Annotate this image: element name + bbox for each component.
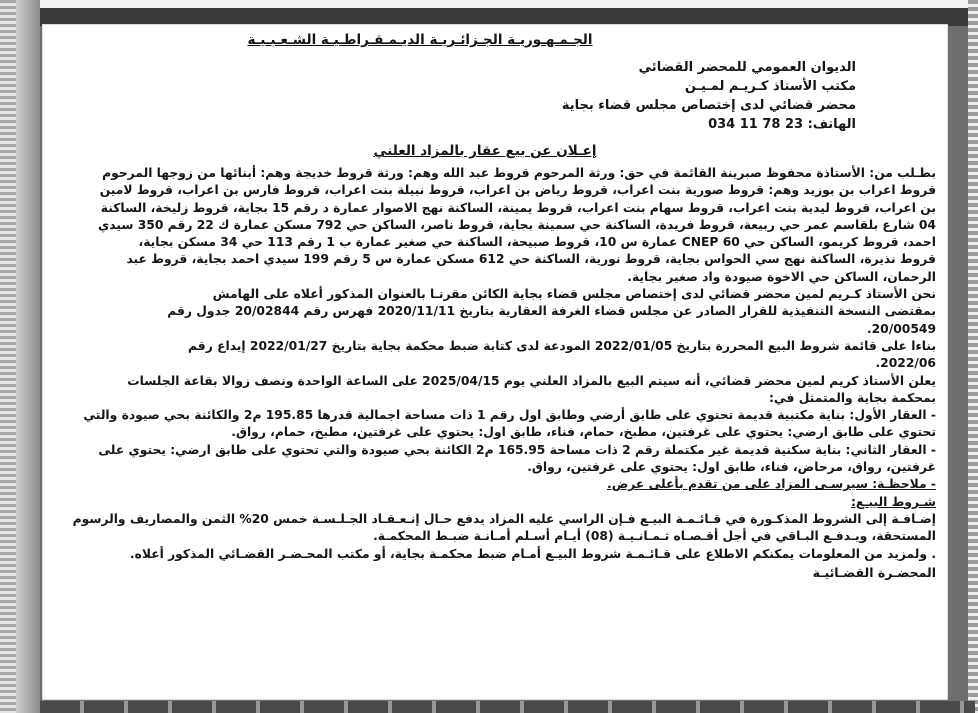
signature-line: المحضـرة القضـائيـة [812,564,936,580]
requesters-line: احمد، قروط كريمو، الساكن حي CNEP 60 عمارة س 10، قروط صبيحة، الساكنة حي صغير عمارة ب 1 رقم 113 حي 34 مسكن بجاية، [138,235,936,250]
terms-title-paragraph [64,494,936,511]
requesters-paragraph [64,165,936,286]
announcement-paragraph [64,373,936,408]
terms-title: شـروط البيـع: [850,494,936,509]
page-top-strip [0,0,978,8]
more-info-paragraph [64,546,936,563]
property-two-line: غرفتين، رواق، مرحاض، فناء، طابق اول: يحتوي على غرفتين، رواق. [527,460,936,475]
terms-paragraph [64,511,936,546]
phone-number: 034 11 78 23 [708,117,804,132]
decision-line: بمقتضى النسخة التنفيذية للقرار الصادر عن مجلس قضاء الغرفة العقارية بتاريخ 2020/11/11 فهرس رقم 20/02844 جدول رقم [167,304,936,319]
notice-document [64,32,936,582]
requesters-line: بطـلب من: الأستاذة محفوظ صبرينة القائمة في حق: ورثة المرحوم قروط عبد الله وهم: ورثة قروط خديجة وهم: أبنائها من زوجها المرحوم [102,166,936,180]
note-paragraph [64,476,936,493]
more-info-line: . ولمزيد من المعلومات يمكنكم الاطلاع على قـائـمـة شروط البيـع أمـام ضبط محكمـة بجاية، أو مكتب المحـضـر القضـائي المذكور أعلاه. [129,546,936,561]
decision-line: 20/00549. [866,321,936,336]
property-two-paragraph [64,442,936,477]
republic-heading: الجـمـهـوريـة الجـزائـريـة الديـمـقـراطـيـة الشـعـبـيـة [247,32,593,48]
conditions-list-paragraph [64,338,936,373]
requesters-line: قروط اعراب بن بوزيد وهم: قروط صورية بنت اعراب، قروط رياض بن اعراب، قروط نبيلة بنت اعراب، قروط فارس بن اعراب، قروط لامين [99,183,936,198]
requesters-line: قروط نذيرة، الساكنة نهج سي الحواس بجاية، قروط نورية، الساكنة حي 612 مسكن عمارة س 5 رقم 199 سيدي احمد بجاية، قروط عبد [126,252,936,267]
property-one-line: تحتوي على طابق ارضي: يحتوي على غرفتين، مطبخ، حمام، فناء، طابق اول: يحتوي على غرفتين، مطبخ، حمام، رواق. [231,425,936,440]
property-two-line: - العقار الثاني: بناية سكنية قديمة غير مكتملة رقم 2 ذات مساحة 165.95 م2 الكائنة بحي صيودة والتي تحتوي على طابق ارضي: يحتوي على [98,442,936,457]
phone-line [64,115,856,134]
requesters-line: بن اعراب، قروط ليدية بنت اعراب، قروط سهام بنت اعراب، قروط يمينة، الساكنة نهج الاصوار عمارة د رقم 15 بجاية، قروط زليخة، الساكنة [100,200,936,215]
scan-left-shadow [16,0,40,713]
jurisdiction-line: محضر قضائي لدى إختصاص مجلس قضاء بجاية [561,98,856,113]
property-one-line: - العقار الأول: بناية مكتبية قديمة تحتوي على طابق أرضي وطابق اول رقم 1 ذات مساحة اجمالية قدرها 195.85 م2 والكائنة بحي صيودة والتي [83,408,936,423]
announcement-line: بمحكمة بجاية والمتمثل في: [769,390,936,405]
property-one-paragraph [64,407,936,442]
scan-left-edge [0,0,16,713]
notice-title: إعـلان عن بيع عقار بالمزاد العلني [373,143,597,159]
requesters-line: الرحمان، الساكن حي الاخوة صيودة واد صغير بجاية. [627,269,936,284]
bailiff-intro-paragraph [64,286,936,303]
note-line: - ملاحظـة: سيرسـى المزاد على من تقدم بأعلى عرض. [607,477,936,492]
scan-right-edge [968,0,978,713]
office-name: الديوان العمومي للمحضر القضائي [638,60,856,75]
terms-line: المستحقة، ويـدفـع البـاقي في أجل أقـصـاه ثـمـانـيـة (08) أيـام أسـلم أمـانـة ضبـط المحكمـة. [373,529,936,544]
requesters-line: 04 شارع بلقاسم عمر حي ربيعة، قروط فريدة، الساكنة حي سمينة بجاية، قروط ناصر، الساكن حي 792 مسكن عمارة ك 22 رقم 350 سيدي [97,217,936,232]
conditions-list-line: 2022/06. [875,356,936,371]
announcement-line: يعلن الأستاذ كريم لمين محضر قضائي، أنه سيتم البيع بالمزاد العلني يوم 2025/04/15 على الساعة الواحدة ونصف زوالا بقاعة الجلسات [127,373,936,388]
conditions-list-line: بناءا على قائمة شروط البيع المحررة بتاريخ 2022/01/05 المودعة لدى كتابة ضبط محكمة بجاية بتاريخ 2022/01/27 إيداع رقم [188,338,936,353]
decision-paragraph [64,303,936,338]
scan-bottom-edge [40,701,975,713]
bureau-name: مكتب الأستاذ كـريـم لمـيـن [684,79,856,94]
bailiff-intro-line: نحن الأستاذ كـريم لمين محضر قضائي لدى إختصاص مجلس قضاء بجاية الكائن مقرنـا بالعنوان المذكور أعلاه على الهامش [212,287,936,302]
phone-label: الهاتف: [807,117,856,132]
terms-line: إضـافـة إلى الشروط المذكـورة في قـائـمـة البيـع فـإن الراسي عليه المزاد يدفع حـال إنـعـقـاد الجـلـسـة خمس 20% الثمن والمصاريف والرسوم [72,511,936,526]
scanned-notice-page [42,24,948,700]
